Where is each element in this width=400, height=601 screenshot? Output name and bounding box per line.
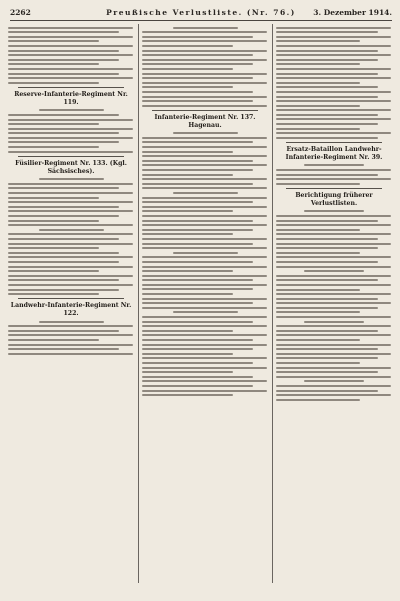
- text-line: [8, 293, 99, 295]
- text-line: [8, 233, 133, 235]
- text-line: [8, 215, 119, 217]
- text-line: [142, 348, 253, 350]
- text-line: [276, 256, 391, 258]
- text-line: [276, 54, 391, 56]
- text-line: [142, 270, 233, 272]
- text-line: [142, 155, 267, 157]
- text-line: [276, 247, 378, 249]
- text-line: [8, 247, 99, 249]
- text-line: [276, 31, 378, 33]
- text-line: [276, 178, 391, 180]
- section-heading: Landwehr-Infanterie-Regiment Nr. 122.: [10, 302, 132, 318]
- text-line: [142, 330, 233, 332]
- column-divider: [138, 24, 139, 583]
- text-line: [276, 399, 360, 401]
- text-line: [142, 197, 267, 199]
- text-line: [8, 73, 119, 75]
- section-heading: Infanterie-Regiment Nr. 137. Hagenau.: [154, 113, 256, 129]
- text-line: [276, 261, 378, 263]
- text-line: [142, 380, 267, 382]
- text-line: [8, 192, 133, 194]
- text-line: [276, 63, 360, 65]
- text-line: [276, 27, 391, 29]
- text-line: [142, 353, 233, 355]
- text-line: [276, 353, 391, 355]
- text-line: [8, 146, 99, 148]
- text-line: [276, 344, 391, 346]
- text-line: [276, 302, 391, 304]
- text-line: [142, 316, 267, 318]
- text-line: [8, 330, 119, 332]
- text-line: [276, 118, 391, 120]
- text-line: [142, 215, 267, 217]
- text-line: [142, 334, 267, 336]
- text-line: [142, 229, 253, 231]
- text-line: [142, 321, 253, 323]
- text-line: [8, 275, 133, 277]
- text-line: [276, 316, 391, 318]
- text-line: [276, 40, 360, 42]
- text-line: [8, 325, 133, 327]
- text-line: [8, 353, 133, 355]
- text-line: [276, 109, 391, 111]
- text-line: [142, 201, 253, 203]
- text-line: [276, 114, 378, 116]
- text-line: [8, 284, 133, 286]
- column-divider: [272, 24, 273, 583]
- text-line: [142, 371, 233, 373]
- text-line: [142, 151, 233, 153]
- section-heading: Reserve-Infanterie-Regiment Nr. 119.: [14, 90, 128, 106]
- text-line: [142, 243, 253, 245]
- text-line: [276, 86, 378, 88]
- column-left: [6, 24, 136, 583]
- text-line: [8, 141, 119, 143]
- text-line: [142, 302, 253, 304]
- text-line: [276, 45, 391, 47]
- text-line: [142, 307, 267, 309]
- text-line: [8, 289, 119, 291]
- text-line: [276, 96, 378, 98]
- text-line: [304, 321, 364, 323]
- text-line: [8, 31, 119, 33]
- text-line: [142, 164, 267, 166]
- text-line: [276, 50, 378, 52]
- section-separator: [18, 298, 124, 299]
- text-line: [8, 114, 119, 116]
- text-line: [8, 128, 133, 130]
- text-line: [142, 266, 267, 268]
- text-line: [8, 256, 133, 258]
- text-line: [276, 279, 378, 281]
- text-line: [8, 201, 133, 203]
- text-line: [276, 229, 360, 231]
- text-line: [142, 210, 233, 212]
- text-line: [8, 210, 133, 212]
- text-line: [304, 210, 364, 212]
- text-line: [276, 311, 360, 313]
- text-line: [142, 160, 253, 162]
- section-separator: [152, 110, 258, 111]
- text-line: [142, 141, 253, 143]
- text-line: [276, 390, 378, 392]
- text-line: [8, 63, 99, 65]
- text-line: [276, 224, 391, 226]
- text-line: [142, 390, 267, 392]
- text-line: [8, 270, 99, 272]
- text-line: [8, 36, 133, 38]
- text-line: [276, 215, 391, 217]
- page-header: [10, 6, 392, 21]
- text-line: [142, 105, 267, 107]
- section-separator: [18, 156, 124, 157]
- text-line: [173, 192, 238, 194]
- text-line: [142, 367, 267, 369]
- text-line: [142, 224, 267, 226]
- text-line: [173, 311, 238, 313]
- issue-date: 3. Dezember 1914.: [313, 8, 392, 17]
- text-line: [8, 123, 99, 125]
- text-line: [8, 334, 133, 336]
- text-line: [276, 325, 391, 327]
- text-line: [276, 334, 391, 336]
- page-number: 2262: [10, 8, 31, 17]
- text-line: [276, 252, 360, 254]
- section-separator: [18, 87, 124, 88]
- text-line: [8, 344, 133, 346]
- text-line: [39, 109, 104, 111]
- text-line: [142, 261, 253, 263]
- text-line: [8, 77, 133, 79]
- text-line: [8, 54, 133, 56]
- text-line: [142, 279, 253, 281]
- text-line: [8, 45, 133, 47]
- text-line: [142, 284, 267, 286]
- text-columns: [6, 24, 394, 583]
- text-line: [276, 68, 391, 70]
- text-line: [276, 100, 391, 102]
- text-line: [276, 169, 391, 171]
- text-line: [142, 394, 233, 396]
- text-line: [39, 178, 104, 180]
- text-line: [276, 284, 391, 286]
- text-line: [8, 82, 99, 84]
- text-line: [276, 128, 360, 130]
- text-line: [276, 385, 391, 387]
- text-line: [142, 220, 253, 222]
- text-line: [276, 105, 360, 107]
- text-line: [276, 220, 378, 222]
- publication-title: Preußische Verlustliste.: [106, 8, 243, 17]
- text-line: [276, 371, 378, 373]
- text-line: [142, 339, 253, 341]
- text-line: [276, 266, 391, 268]
- text-line: [142, 206, 267, 208]
- text-line: [276, 275, 391, 277]
- text-line: [276, 367, 391, 369]
- text-line: [142, 238, 267, 240]
- text-line: [276, 123, 378, 125]
- text-line: [142, 54, 253, 56]
- text-line: [276, 376, 391, 378]
- text-line: [8, 119, 133, 121]
- text-line: [276, 243, 391, 245]
- text-line: [8, 151, 133, 153]
- text-line: [276, 233, 391, 235]
- text-line: [142, 288, 253, 290]
- text-line: [142, 96, 267, 98]
- text-line: [276, 132, 391, 134]
- text-line: [276, 59, 378, 61]
- text-line: [142, 298, 267, 300]
- text-line: [173, 252, 238, 254]
- section-heading: Füsilier-Regiment Nr. 133. (Kgl. Sächsisches).: [15, 159, 127, 175]
- text-line: [8, 59, 119, 61]
- text-line: [142, 256, 267, 258]
- text-line: [142, 178, 267, 180]
- text-line: [8, 137, 133, 139]
- text-line: [8, 40, 99, 42]
- text-line: [142, 100, 253, 102]
- text-line: [142, 344, 267, 346]
- text-line: [142, 362, 253, 364]
- text-line: [8, 132, 119, 134]
- text-line: [142, 82, 267, 84]
- section-heading: Ersatz-Bataillon Landwehr-Infanterie-Regiment Nr. 39.: [285, 145, 383, 161]
- text-line: [276, 77, 391, 79]
- text-line: [8, 348, 119, 350]
- text-line: [142, 174, 233, 176]
- text-line: [276, 73, 378, 75]
- column-right: [274, 24, 394, 583]
- text-line: [276, 357, 378, 359]
- text-line: [276, 339, 360, 341]
- column-middle: [140, 24, 270, 583]
- text-line: [276, 307, 378, 309]
- text-line: [142, 385, 253, 387]
- text-line: [173, 132, 238, 134]
- text-line: [142, 31, 267, 33]
- text-line: [142, 275, 267, 277]
- text-line: [8, 220, 99, 222]
- section-separator: [286, 188, 382, 189]
- issue-number: (Nr. 76.): [246, 8, 296, 17]
- text-line: [142, 169, 253, 171]
- section-heading: Berichtigung früherer Verlustlisten.: [295, 191, 373, 207]
- text-line: [142, 357, 267, 359]
- text-line: [142, 233, 233, 235]
- text-line: [8, 187, 119, 189]
- text-line: [39, 229, 104, 231]
- text-line: [276, 362, 360, 364]
- text-line: [276, 293, 391, 295]
- text-line: [142, 293, 233, 295]
- text-line: [142, 63, 253, 65]
- text-line: [8, 339, 99, 341]
- section-separator: [286, 142, 382, 143]
- text-line: [276, 137, 378, 139]
- text-line: [304, 164, 364, 166]
- text-line: [39, 321, 104, 323]
- text-line: [276, 183, 360, 185]
- text-line: [8, 50, 119, 52]
- text-line: [304, 380, 364, 382]
- text-line: [142, 376, 253, 378]
- text-line: [8, 68, 133, 70]
- text-line: [276, 174, 378, 176]
- text-line: [276, 238, 378, 240]
- text-line: [8, 197, 99, 199]
- text-line: [142, 247, 267, 249]
- text-line: [142, 325, 267, 327]
- text-line: [142, 137, 267, 139]
- text-line: [142, 59, 267, 61]
- text-line: [142, 40, 267, 42]
- text-line: [8, 183, 133, 185]
- text-line: [173, 27, 238, 29]
- text-line: [8, 266, 133, 268]
- text-line: [142, 187, 267, 189]
- text-line: [276, 330, 378, 332]
- text-line: [142, 183, 253, 185]
- text-line: [8, 252, 119, 254]
- text-line: [142, 91, 253, 93]
- text-line: [8, 238, 119, 240]
- text-line: [142, 77, 253, 79]
- text-line: [276, 394, 391, 396]
- text-line: [276, 36, 391, 38]
- text-line: [142, 36, 253, 38]
- text-line: [276, 298, 378, 300]
- text-line: [276, 82, 360, 84]
- text-line: [8, 27, 133, 29]
- text-line: [142, 146, 267, 148]
- text-line: [8, 279, 119, 281]
- text-line: [8, 261, 119, 263]
- text-line: [8, 224, 133, 226]
- text-line: [142, 73, 267, 75]
- text-line: [142, 50, 267, 52]
- text-line: [276, 289, 360, 291]
- text-line: [276, 348, 378, 350]
- text-line: [142, 86, 233, 88]
- text-line: [142, 45, 233, 47]
- text-line: [142, 68, 233, 70]
- text-line: [8, 243, 133, 245]
- text-line: [276, 91, 391, 93]
- text-line: [304, 270, 364, 272]
- text-line: [8, 206, 119, 208]
